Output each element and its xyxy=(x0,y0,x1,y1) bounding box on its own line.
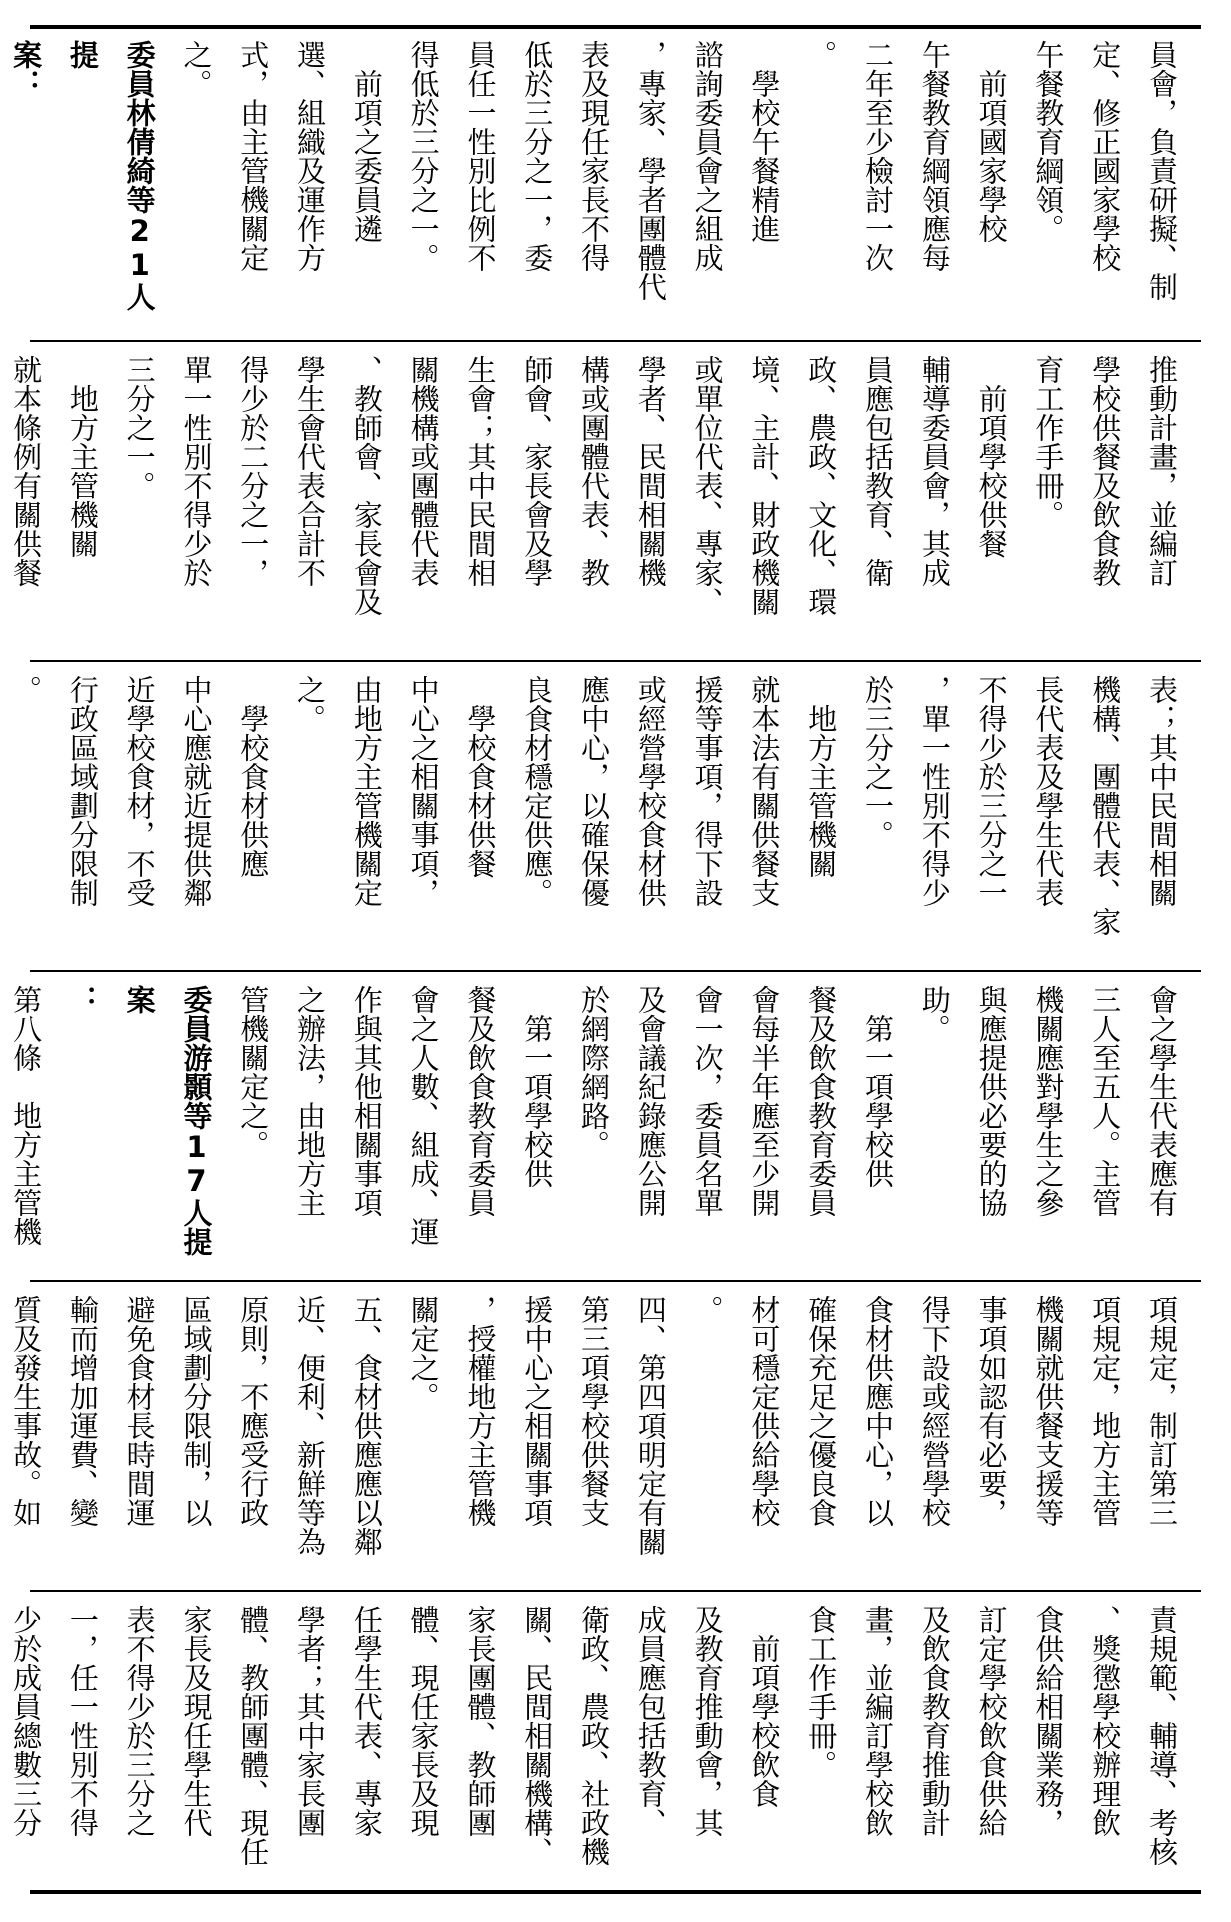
text-line: 畫，並編訂學校飲 xyxy=(861,1605,896,1837)
text-line: 食材供應中心，以 xyxy=(861,1295,896,1527)
text-line: 前項國家學校 xyxy=(974,40,1009,243)
text-line: 輔導委員會，其成 xyxy=(917,355,952,587)
text-line: 。 xyxy=(690,1295,725,1324)
text-line: 於三分之一。 xyxy=(861,675,896,849)
text-line: ： xyxy=(65,985,100,1014)
text-line: 得低於三分之一。 xyxy=(406,40,441,272)
text-line: 地方主管機關 xyxy=(804,675,839,878)
text-line: 援等事項，得下設 xyxy=(690,675,725,907)
text-line: 任學生代表、專家 xyxy=(349,1605,384,1837)
panel-divider-2 xyxy=(30,660,1201,662)
text-line: 午餐教育綱領。 xyxy=(1031,40,1066,243)
text-line: 前項學校飲食 xyxy=(747,1605,782,1808)
text-line: 機構、團體代表、家 xyxy=(1088,675,1123,936)
text-line: 定、修正國家學校 xyxy=(1088,40,1123,272)
text-line: 委員林倩綺等21人提 xyxy=(65,40,157,311)
text-line: 餐及飲食教育委員 xyxy=(463,985,498,1217)
text-line: 境、主計、財政機關 xyxy=(747,355,782,616)
text-line: 委員游顥等17人提案 xyxy=(122,985,214,1256)
text-line: 得下設或經營學校 xyxy=(917,1295,952,1527)
text-line: 三人至五人。主管 xyxy=(1088,985,1123,1217)
text-line: ，專家、學者團體代 xyxy=(633,40,668,301)
text-line: 午餐教育綱領應每 xyxy=(917,40,952,272)
text-line: 學者、民間相關機 xyxy=(633,355,668,587)
text-line: 餐及飲食教育委員 xyxy=(804,985,839,1217)
text-line: 單一性別不得少於 xyxy=(179,355,214,587)
text-line: 、教師會、家長會及 xyxy=(349,355,384,616)
text-line: 及飲食教育推動計 xyxy=(917,1605,952,1837)
text-panel-3 xyxy=(9,675,1190,955)
text-line: 二年至少檢討一次 xyxy=(861,40,896,272)
text-line: 事項如認有必要， xyxy=(974,1295,1009,1527)
text-line: 地方主管機關 xyxy=(65,355,100,558)
text-panel-1 xyxy=(9,40,1190,320)
text-line: 。 xyxy=(9,675,44,704)
text-line: 育工作手冊。 xyxy=(1031,355,1066,529)
text-line: 不得少於三分之一 xyxy=(974,675,1009,907)
text-line: 關、民間相關機構、 xyxy=(520,1605,555,1866)
text-line: 家長及現任學生代 xyxy=(179,1605,214,1837)
text-line: 。 xyxy=(804,40,839,69)
text-line: 近學校食材，不受 xyxy=(122,675,157,907)
text-line: 推動計畫，並編訂 xyxy=(1145,355,1179,587)
text-line: 之辦法，由地方主 xyxy=(293,985,328,1217)
text-line: 食供給相關業務， xyxy=(1031,1605,1066,1837)
text-line: 質及發生事故。如 xyxy=(9,1295,44,1527)
text-line: 表不得少於三分之 xyxy=(122,1605,157,1837)
text-line: 行政區域劃分限制 xyxy=(65,675,100,907)
text-line: 就本條例有關供餐 xyxy=(9,355,44,587)
text-line: 家長團體、教師團 xyxy=(463,1605,498,1837)
panel-divider-4 xyxy=(30,1280,1201,1282)
text-line: 學校午餐精進 xyxy=(747,40,782,243)
text-panel-5 xyxy=(9,1295,1190,1575)
text-line: 式，由主管機關定 xyxy=(236,40,271,272)
text-line: 或單位代表、專家、 xyxy=(690,355,725,616)
text-line: 五、食材供應應以鄰 xyxy=(349,1295,384,1556)
text-line: 良食材穩定供應。 xyxy=(520,675,555,907)
text-line: 生會；其中民間相 xyxy=(463,355,498,587)
text-line: 員任一性別比例不 xyxy=(463,40,498,272)
text-line: 應中心，以確保優 xyxy=(577,675,612,907)
text-line: 學校食材供應 xyxy=(236,675,271,878)
text-line: 長代表及學生代表 xyxy=(1031,675,1066,907)
text-line: 第一項學校供 xyxy=(861,985,896,1188)
text-line: 表及現任家長不得 xyxy=(577,40,612,272)
text-panel-4 xyxy=(9,985,1190,1265)
text-line: 避免食材長時間運 xyxy=(122,1295,157,1527)
text-line: 第八條 地方主管機 xyxy=(9,985,44,1246)
text-line: 低於三分之一，委 xyxy=(520,40,555,272)
text-line: 會一次，委員名單 xyxy=(690,985,725,1217)
text-line: 管機關定之。 xyxy=(236,985,271,1159)
text-panel-6 xyxy=(9,1605,1190,1885)
text-line: 作與其他相關事項 xyxy=(349,985,384,1217)
text-line: 選、組織及運作方 xyxy=(293,40,328,272)
text-line: 及教育推動會，其 xyxy=(690,1605,725,1837)
bottom-rule xyxy=(30,1890,1201,1894)
panel-divider-5 xyxy=(30,1590,1201,1592)
text-line: 學校食材供餐 xyxy=(463,675,498,878)
text-line: 材可穩定供給學校 xyxy=(747,1295,782,1527)
text-line: 會之人數、組成、運 xyxy=(406,985,441,1246)
text-panel-2 xyxy=(9,355,1190,635)
text-line: 中心之相關事項， xyxy=(406,675,441,907)
panel-divider-1 xyxy=(30,340,1201,342)
text-line: 項規定，制訂第三 xyxy=(1145,1295,1179,1527)
text-line: 與應提供必要的協 xyxy=(974,985,1009,1217)
text-line: 學校供餐及飲食教 xyxy=(1088,355,1123,587)
text-line: 訂定學校飲食供給 xyxy=(974,1605,1009,1837)
text-line: 員會，負責研擬、制 xyxy=(1145,40,1179,301)
text-line: 、獎懲學校辦理飲 xyxy=(1088,1605,1123,1837)
text-line: 成員應包括教育、 xyxy=(633,1605,668,1837)
text-line: 中心應就近提供鄰 xyxy=(179,675,214,907)
text-line: 會每半年應至少開 xyxy=(747,985,782,1217)
text-line: 確保充足之優良食 xyxy=(804,1295,839,1527)
text-line: 之。 xyxy=(179,40,214,98)
text-line: 第三項學校供餐支 xyxy=(577,1295,612,1527)
text-line: 責規範、輔導、考核 xyxy=(1145,1605,1179,1866)
text-line: 案： xyxy=(9,40,44,98)
text-line: 輸而增加運費、變 xyxy=(65,1295,100,1527)
text-line: 第一項學校供 xyxy=(520,985,555,1188)
text-line: 就本法有關供餐支 xyxy=(747,675,782,907)
top-rule xyxy=(30,25,1201,29)
text-line: 政、農政、文化、環 xyxy=(804,355,839,616)
text-line: 一，任一性別不得 xyxy=(65,1605,100,1837)
text-line: 援中心之相關事項 xyxy=(520,1295,555,1527)
text-line: 學者；其中家長團 xyxy=(293,1605,328,1837)
panel-divider-3 xyxy=(30,970,1201,972)
text-line: 學生會代表合計不 xyxy=(293,355,328,587)
text-line: 機關應對學生之參 xyxy=(1031,985,1066,1217)
text-line: 構或團體代表、教 xyxy=(577,355,612,587)
text-line: 諮詢委員會之組成 xyxy=(690,40,725,272)
text-line: ，授權地方主管機 xyxy=(463,1295,498,1527)
text-line: 助。 xyxy=(917,985,952,1043)
text-line: 食工作手冊。 xyxy=(804,1605,839,1779)
text-line: 三分之一。 xyxy=(122,355,157,500)
text-line: 及會議紀錄應公開 xyxy=(633,985,668,1217)
text-line: 前項之委員遴 xyxy=(349,40,384,243)
text-line: 項規定，地方主管 xyxy=(1088,1295,1123,1527)
text-line: 之。 xyxy=(293,675,328,733)
text-line: 原則，不應受行政 xyxy=(236,1295,271,1527)
text-line: 關定之。 xyxy=(406,1295,441,1411)
text-line: 師會、家長會及學 xyxy=(520,355,555,587)
text-line: 四、第四項明定有關 xyxy=(633,1295,668,1556)
text-line: 由地方主管機關定 xyxy=(349,675,384,907)
text-line: 衛政、農政、社政機 xyxy=(577,1605,612,1866)
text-line: 得少於二分之一， xyxy=(236,355,271,587)
text-line: 近、便利、新鮮等為 xyxy=(293,1295,328,1556)
text-line: 會之學生代表應有 xyxy=(1145,985,1179,1217)
text-line: 機關就供餐支援等 xyxy=(1031,1295,1066,1527)
text-line: 員應包括教育、衛 xyxy=(861,355,896,587)
text-line: 體、現任家長及現 xyxy=(406,1605,441,1837)
text-line: 少於成員總數三分 xyxy=(9,1605,44,1837)
text-line: 表；其中民間相關 xyxy=(1145,675,1179,907)
text-line: 前項學校供餐 xyxy=(974,355,1009,558)
text-line: ，單一性別不得少 xyxy=(917,675,952,907)
text-line: 關機構或團體代表 xyxy=(406,355,441,587)
text-line: 或經營學校食材供 xyxy=(633,675,668,907)
text-line: 於網際網路。 xyxy=(577,985,612,1159)
text-line: 體、教師團體、現任 xyxy=(236,1605,271,1866)
text-line: 區域劃分限制，以 xyxy=(179,1295,214,1527)
